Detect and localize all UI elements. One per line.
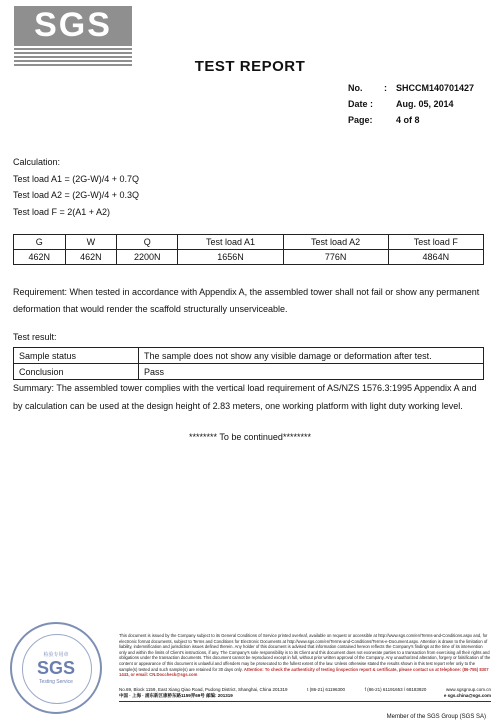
address-cn: 中国 · 上海 · 浦东新区康桥东路1159弄69号 邮编: 201319 <box>119 693 233 698</box>
summary-text: Summary: The assembled tower complies with the vertical load requirement of AS/NZS 1576.3:1995 Appendix A and by calculation can be used at the design height of 2.83 meters, one working platform with light duty working level. <box>13 383 477 411</box>
requirement-text: Requirement: When tested in accordance with Appendix A, the assembled tower shall not fail or show any permanent deformation that would render the scaffold structurally unserviceable. <box>13 287 480 314</box>
seal-top-text: 检验专用章 <box>43 652 69 658</box>
member-line: Member of the SGS Group (SGS SA) <box>386 714 486 720</box>
continued-marker: ******** To be continued******** <box>189 432 311 442</box>
meta-no-value: SHCCM140701427 <box>396 83 475 93</box>
meta-date-value: Aug. 05, 2014 <box>396 99 454 109</box>
sgs-logo <box>14 6 132 44</box>
loads-value-cell: 1656N <box>178 250 283 265</box>
report-meta <box>348 80 474 128</box>
calculation-section <box>13 154 139 220</box>
meta-no-sep: : <box>384 83 387 93</box>
address-cn-line <box>119 693 491 699</box>
footer-address <box>119 687 491 699</box>
meta-page-label: Page: <box>348 115 373 125</box>
meta-no-label: No. <box>348 83 363 93</box>
result-value: Pass <box>139 364 484 380</box>
footer-rule <box>119 701 491 702</box>
meta-date-label: Date : <box>348 99 374 109</box>
logo-text: SGS <box>34 5 112 44</box>
report-title: TEST REPORT <box>194 58 306 75</box>
test-result-table <box>13 347 484 380</box>
loads-value-cell: 462N <box>65 250 117 265</box>
loads-header-cell: Test load A1 <box>178 235 283 250</box>
calc-line-a2: Test load A2 = (2G-W)/4 + 0.3Q <box>13 190 140 200</box>
address-email: e sgs.china@sgs.com <box>443 693 491 698</box>
attention-text: Attention: To check the authenticity of testing /inspection report & certificate, please contact us at telephone: (86-755) 8307 1443, or email: CN.Doccheck@sgs.com <box>119 666 489 678</box>
loads-header-cell: W <box>65 235 117 250</box>
result-label: Conclusion <box>14 364 139 380</box>
loads-value-cell: 462N <box>14 250 66 265</box>
meta-no-row <box>348 80 474 96</box>
calculation-heading: Calculation: <box>13 157 61 167</box>
result-value: The sample does not show any visible damage or deformation after test. <box>139 348 484 364</box>
loads-value-cell: 776N <box>283 250 388 265</box>
address-fax: f (86-21) 61191653 / 68183920 <box>364 687 427 692</box>
result-row <box>14 348 484 364</box>
loads-header-cell: Test load F <box>388 235 483 250</box>
loads-header-cell: Test load A2 <box>283 235 388 250</box>
result-label: Sample status <box>14 348 139 364</box>
result-row <box>14 364 484 380</box>
test-result-heading: Test result: <box>13 332 57 342</box>
calc-line-f: Test load F = 2(A1 + A2) <box>13 206 111 217</box>
seal-bottom-text: Testing Service <box>39 679 73 685</box>
address-web: www.sgsgroup.com.cn <box>445 687 491 692</box>
meta-page-row <box>348 112 474 128</box>
loads-header-row <box>14 235 484 250</box>
loads-header-cell: Q <box>117 235 178 250</box>
loads-header-cell: G <box>14 235 66 250</box>
footer-disclaimer <box>119 633 491 678</box>
address-tel: t (86-21) 61196300 <box>307 687 346 692</box>
loads-table <box>13 234 484 265</box>
testing-service-seal <box>10 622 102 714</box>
calc-line-a1: Test load A1 = (2G-W)/4 + 0.7Q <box>13 173 140 184</box>
loads-value-cell: 4864N <box>388 250 483 265</box>
meta-date-row <box>348 96 474 112</box>
disclaimer-text: This document is issued by the Company subject to its General Conditions of Service printed overleaf, available on request or accessible at http://www.sgs.com/en/Terms-and-Conditions.aspx and, for electronic format documents, subject to Terms and Conditions for Electronic Documents at http://www.sgs.com/en/Terms-and-Conditions/Terms-e-Document.aspx. Attention is drawn to the limitation of liability, indemnification and jurisdiction issues defined therein. Any holder of this document is advised that information contained hereon reflects the Company's findings at the time of its intervention only and within the limits of Client's instructions, if any. The Company's sole responsibility is to its Client and this document does not exonerate parties to a transaction from exercising all their rights and obligations under the transaction documents. This document cannot be reproduced except in full, without prior written approval of the Company. Any unauthorized alteration, forgery or falsification of the content or appearance of this document is unlawful and offenders may be prosecuted to the fullest extent of the law. Unless otherwise stated the results shown in this test report refer only to the sample(s) tested and such sample(s) are retained for 30 days only. <box>119 633 491 672</box>
loads-value-cell: 2200N <box>117 250 178 265</box>
seal-logo: SGS <box>36 658 75 678</box>
loads-value-row <box>14 250 484 265</box>
meta-page-value: 4 of 8 <box>396 115 420 125</box>
address-en: No.69, Block 1159, East Xiang Qiao Road, Pudong District, Shanghai, China 201319 <box>119 687 288 692</box>
